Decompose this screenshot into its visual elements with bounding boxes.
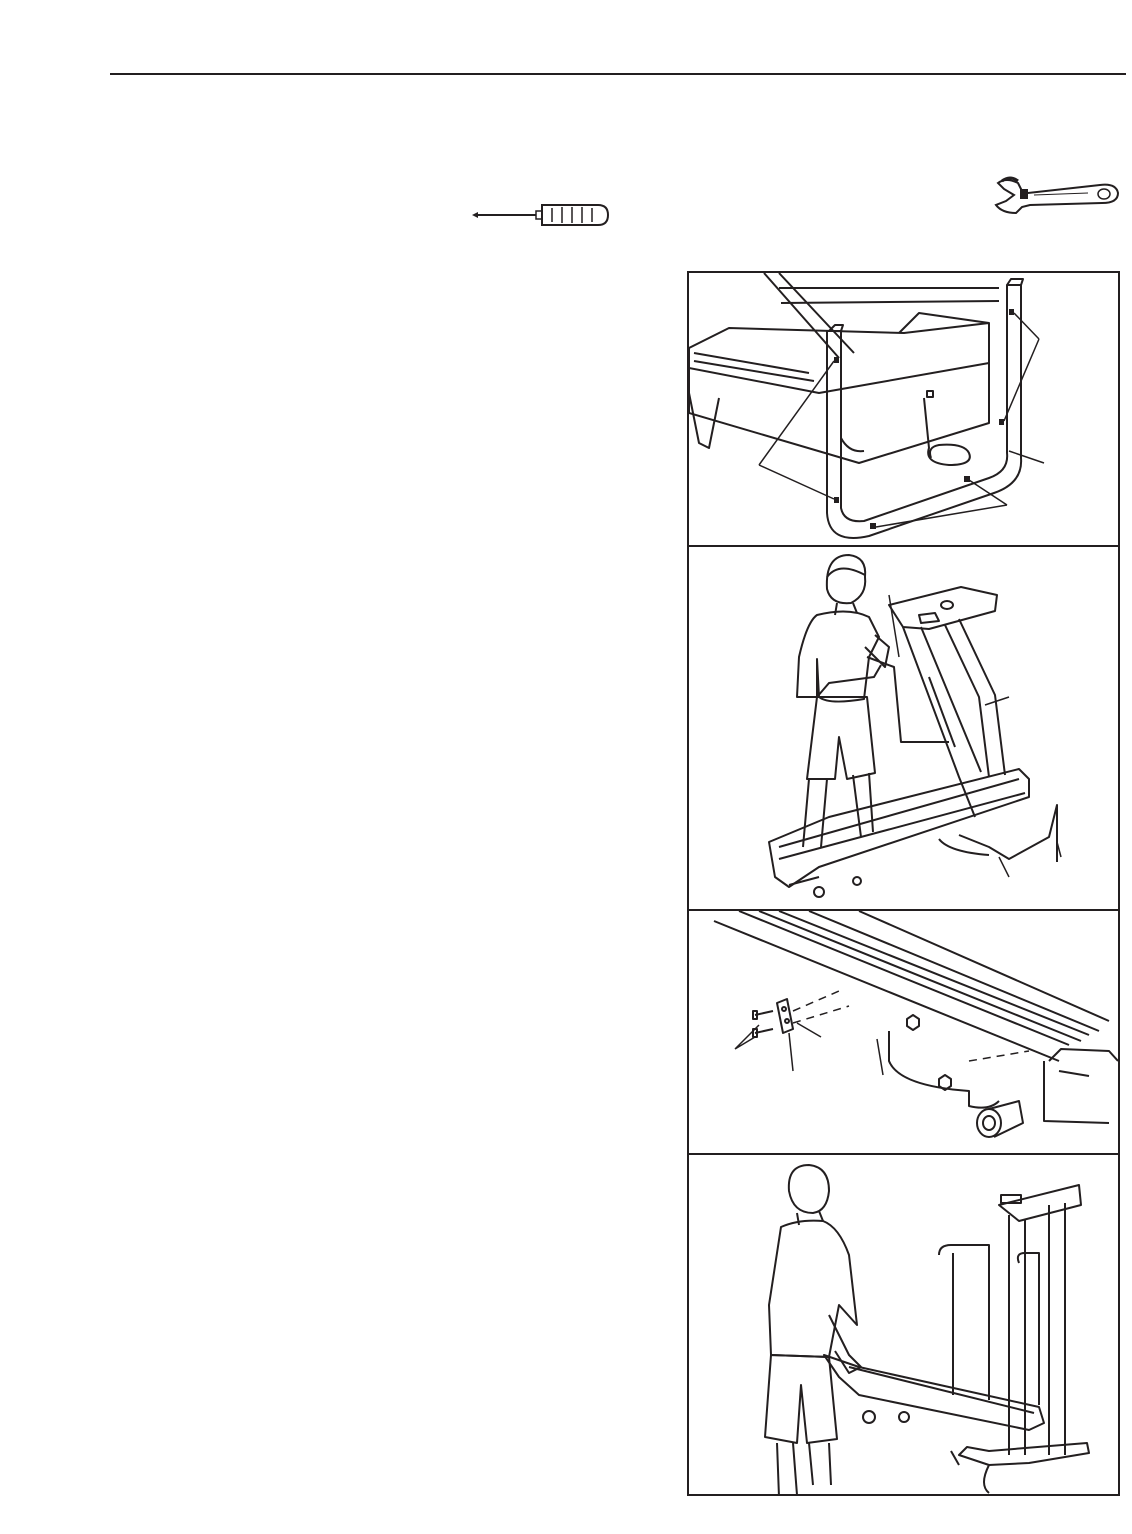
phillips-screwdriver-icon	[470, 200, 610, 230]
header-rule	[110, 73, 1126, 75]
moving-treadmill-diagram	[689, 1153, 1118, 1496]
diagram-stack	[687, 271, 1120, 1496]
end-cap-diagram	[689, 909, 1118, 1155]
instruction-text-area	[110, 271, 670, 1496]
adjustable-wrench-icon	[992, 175, 1122, 215]
raising-upright-diagram	[689, 545, 1118, 911]
frame-bracket-diagram	[689, 273, 1118, 545]
